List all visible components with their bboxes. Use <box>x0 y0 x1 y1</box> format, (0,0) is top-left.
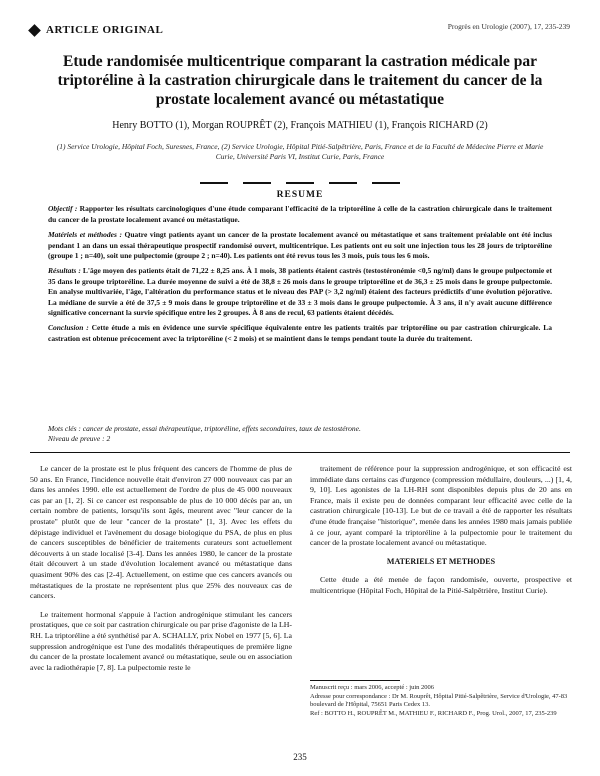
dash-divider <box>200 182 228 184</box>
body-column-right <box>310 464 572 605</box>
separator-dashes <box>200 182 400 188</box>
conclusion-text: Cette étude a mis en évidence une survie spécifique équivalente entre les patients traités par triptoréline ou par castration chirurgicale. La castration est obtenue précocement avec la triptoréline (< 2 mois) et se maintient dans le temps pendant toute la durée du traitement. <box>48 323 553 343</box>
keywords-line <box>48 424 552 434</box>
keywords-label: Mots clés : <box>48 424 81 433</box>
evidence-level-value: 2 <box>106 434 111 443</box>
section-divider <box>30 452 570 453</box>
abstract-objectif <box>48 204 552 225</box>
section-label <box>30 24 163 36</box>
dash-divider <box>372 182 400 184</box>
section-label-text: ARTICLE ORIGINAL <box>46 24 164 36</box>
footnote-divider <box>310 680 400 681</box>
keywords-text: cancer de prostate, essai thérapeutique, triptoréline, effets secondaires, taux de testostérone. <box>82 424 361 433</box>
footnotes <box>310 684 572 718</box>
article-title: Etude randomisée multicentrique comparant la castration médicale par triptoréline à la castration chirurgicale dans le traitement du cancer de la prostate localement avancé ou métastatique <box>57 53 543 108</box>
footnote-reference: Ref : BOTTO H., ROUPRÊT M., MATHIEU F., RICHARD F., Prog. Urol., 2007, 17, 235-239 <box>310 709 557 717</box>
evidence-level-label: Niveau de preuve : <box>48 434 105 443</box>
resultats-label: Résultats : <box>48 266 81 276</box>
footnote-address: Adresse pour correspondance : Dr M. Rouprêt, Hôpital Pitié-Salpêtrière, Service d'Urologie, 47-83 boulevard de l'Hôpital, 75651 Paris Cedex 13. <box>310 692 568 708</box>
body-paragraph: Le cancer de la prostate est le plus fréquent des cancers de l'homme de plus de 50 ans. En France, l'incidence nouvelle était d'environ 27 000 nouveaux cas par an dans les années 1990. elle est actuellement de l'ordre de plus de 45 000 nouveaux cas par an [1, 2]. Si ce cancer est responsable de plus de 10 000 décès par an, un certain nombre de patients, lorsqu'ils sont âgés, meurent avec "leur cancer de la prostate" plutôt que de leur "cancer de la prostate" [1, 3]. Avec les effets du dépistage individuel et l'avènement du dosage biologique du PSA, de plus en plus de cancers susceptibles de bénéficier de traitements curateurs sont actuellement découverts à un stade localisé [3-4]. Dans les années 1980, le cancer de la prostate était découvert à un stade d'évolution localement avancé ou métastatique dans quasiment 90% des cas [2-4]. Actuellement, on estime que ces cancers avancés ou métastatiques de la prostate ne représentent plus que 25% des nouveaux cas de cancers. <box>30 464 292 601</box>
evidence-level-line <box>48 434 552 444</box>
dash-divider <box>329 182 357 184</box>
abstract <box>48 190 552 349</box>
methodes-text: Quatre vingt patients ayant un cancer de la prostate localement avancé ou métastatique et sans traitement préalable ont été inclus pendant 1 an dans un essai thérapeutique prospectif randomisé ouvert, multicentrique. Les patients ont eu soit une injection tous les 28 jours de triptoréline (groupe 1 ; n=40), soit une pulpectomie (groupe 2 ; n=40). Les patients ont été revus tous les 3 mois, puis tous les 6 mois. <box>48 230 553 261</box>
body-column-left <box>30 464 292 681</box>
dash-divider <box>286 182 314 184</box>
dash-divider <box>243 182 271 184</box>
affiliations: (1) Service Urologie, Hôpital Foch, Suresnes, France, (2) Service Urologie, Hôpital Pitié-Salpêtrière, Paris, France et de la Faculté de Médecine Pierre et Marie Curie, Université Paris VI, Institut Curie, Paris, France <box>56 142 544 161</box>
conclusion-label: Conclusion : <box>48 323 89 333</box>
author-list: Henry BOTTO (1), Morgan ROUPRÊT (2), François MATHIEU (1), François RICHARD (2) <box>112 120 488 131</box>
objectif-label: Objectif : <box>48 204 78 214</box>
abstract-conclusion <box>48 323 552 344</box>
page-number: 235 <box>293 752 307 762</box>
diamond-bullet-icon <box>28 24 41 37</box>
body-paragraph: Le traitement hormonal s'appuie à l'action androgénique stimulant les cancers prostatiques, que ce soit par castration chirurgicale ou par prise d'agoniste de la LH-RH. La triptoréline a été synthétisé par A. SCHALLY, prix Nobel en 1977 [5, 6]. La suppression androgénique est l'une des modalités thérapeutiques de première ligne du cancer de la prostate localement avancé ou métastatique, seule ou en association avec la radiothérapie [7, 8]. La pulpectomie reste le <box>30 609 292 672</box>
journal-reference: Progrès en Urologie (2007), 17, 235-239 <box>447 22 570 31</box>
methods-heading: MATERIELS ET METHODES <box>386 556 496 566</box>
objectif-text: Rapporter les résultats carcinologiques d'une étude comparant l'efficacité de la triptoréline à celle de la castration chirurgicale dans le traitement du cancer de la prostate localement avancé ou métastatique. <box>48 204 553 224</box>
abstract-resultats <box>48 266 552 318</box>
methodes-label: Matériels et méthodes : <box>48 230 122 240</box>
keywords-block <box>48 424 552 444</box>
methods-paragraph: Cette étude a été menée de façon randomisée, ouverte, prospective et multicentrique (Hôpital Foch, Hôpital de la Pitié-Salpêtrière, Institut Curie). <box>310 575 572 595</box>
abstract-methodes <box>48 230 552 261</box>
body-paragraph: traitement de référence pour la suppression androgénique, et son efficacité est immédiate dans certains cas d'urgence (compression médullaire, douleurs, ...) [1, 4, 9, 10]. Les agonistes de la LH-RH sont disponibles depuis plus de 20 ans en France, mais il existe peu de données comparant leur efficacité avec celle de la castration chirurgicale [10-13]. Le but de ce travail a été de rapporter les résultats d'une étude française "historique", menée dans les années 1980 mais jamais publiée à ce jour, ayant comparé la triptoréline à la pulpectomie pour le traitement du cancer de la prostate localement avancé ou métastatique. <box>310 464 572 548</box>
abstract-heading: RESUME <box>276 190 324 200</box>
footnote-received: Manuscrit reçu : mars 2006, accepté : juin 2006 <box>310 684 435 691</box>
resultats-text: L'âge moyen des patients était de 71,22 ± 8,25 ans. À 1 mois, 38 patients étaient castrés (testostéronémie <0,5 ng/ml) dans le groupe pulpectomie et 35 dans le groupe triptoréline. La durée moyenne de suivi a été de 38,8 ± 26 mois dans le groupe triptoréline et de 36,3 ± 25 mois dans le groupe pulpectomie. En analyse multivariée, l'âge, l'altération du performance status et le niveau des PAP (> 3,2 ng/ml) étaient des facteurs prédictifs d'une évolution péjorative. La médiane de survie a été de 37,5 ± 9 mois dans le groupe triptoréline et de 33 ± 3 mois dans le groupe pulpectomie. À 3 ans, il n'y avait aucune différence significative concernant la survie spécifique entre les 2 groupes. À 8 ans de recul, 63 patients étaient décédés. <box>48 266 552 318</box>
